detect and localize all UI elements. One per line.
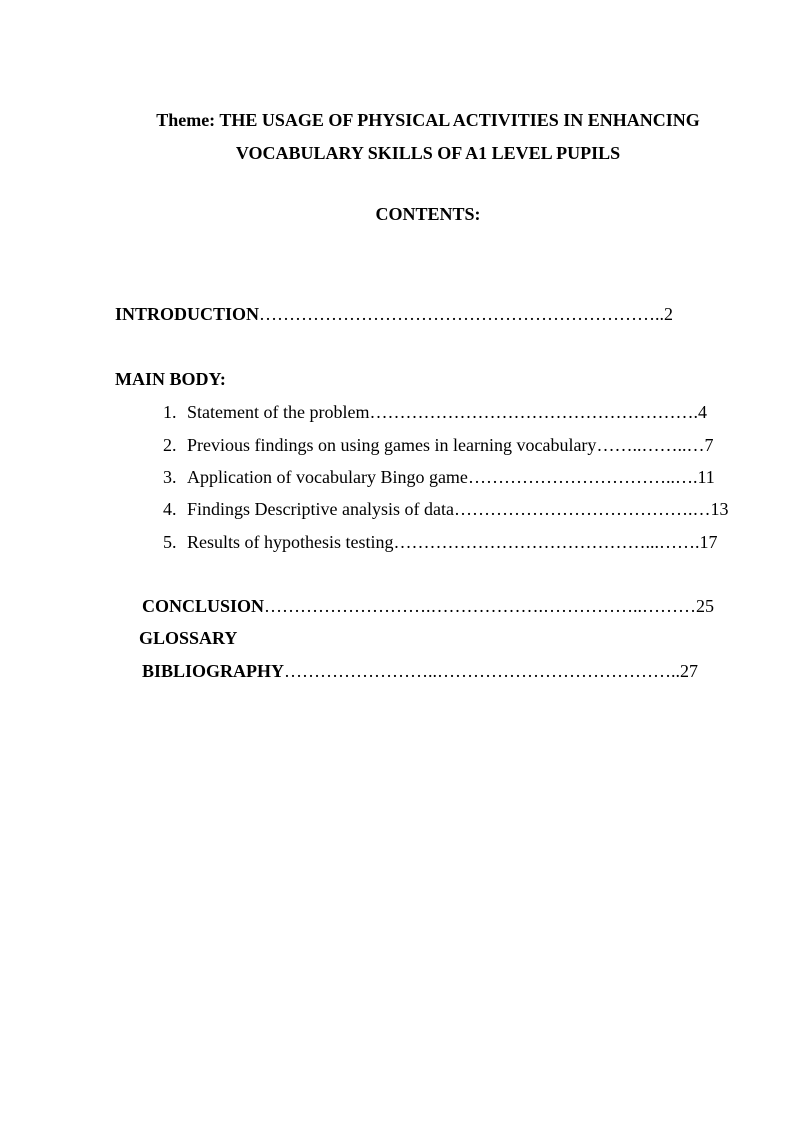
contents-heading: CONTENTS: (375, 204, 481, 224)
main-body-heading: MAIN BODY: (115, 369, 226, 389)
toc-entry-glossary: GLOSSARY (139, 628, 238, 648)
toc-leader: ……..……..… (596, 435, 705, 455)
toc-leader: ……………………….……………….……………..……… (264, 596, 697, 616)
toc-sub-entry (163, 532, 718, 553)
toc-entry-label: CONCLUSION (142, 596, 265, 616)
toc-page-number: 27 (680, 661, 699, 681)
toc-item-number: 5. (163, 532, 177, 552)
theme-title-line-1: THE USAGE OF PHYSICAL ACTIVITIES IN ENHANCING (219, 110, 700, 130)
toc-entry-label: BIBLIOGRAPHY (142, 661, 285, 681)
toc-item-title: Results of hypothesis testing (187, 532, 394, 552)
toc-item-number: 4. (163, 499, 177, 519)
toc-entry-introduction (115, 304, 673, 325)
toc-item-title: Previous findings on using games in learning vocabulary (187, 435, 597, 455)
toc-page-number: 25 (696, 596, 715, 616)
toc-page-number: 13 (710, 499, 729, 519)
toc-item-number: 1. (163, 402, 177, 422)
toc-leader: ……………………..………………………………….. (284, 661, 681, 681)
toc-leader: ……………………………………...……. (393, 532, 700, 552)
toc-leader: ……………………………..…. (467, 467, 698, 487)
toc-entry-label: INTRODUCTION (115, 304, 260, 324)
toc-item-number: 3. (163, 467, 177, 487)
toc-item-title: Application of vocabulary Bingo game (187, 467, 468, 487)
toc-page-number: 7 (704, 435, 714, 455)
theme-prefix: Theme: (156, 110, 220, 130)
toc-leader: ………………………………….… (453, 499, 711, 519)
toc-sub-entry (163, 467, 715, 488)
toc-item-title: Statement of the problem (187, 402, 370, 422)
toc-page-number: 11 (697, 467, 715, 487)
toc-item-title: Findings Descriptive analysis of data (187, 499, 454, 519)
toc-sub-entry (163, 499, 728, 520)
toc-page-number: 17 (699, 532, 718, 552)
theme-title-line-2: VOCABULARY SKILLS OF A1 LEVEL PUPILS (235, 143, 621, 163)
theme-line-1 (0, 104, 800, 137)
toc-leader: ………………………………………………………….. (259, 304, 665, 324)
toc-sub-entry (163, 435, 713, 456)
toc-item-number: 2. (163, 435, 177, 455)
document-theme (0, 104, 800, 170)
toc-entry-conclusion (142, 596, 714, 617)
toc-sub-entry (163, 402, 707, 423)
toc-page-number: 2 (664, 304, 674, 324)
toc-page-number: 4 (697, 402, 707, 422)
toc-leader: ………………………………………………. (369, 402, 698, 422)
toc-entry-bibliography (142, 661, 698, 682)
